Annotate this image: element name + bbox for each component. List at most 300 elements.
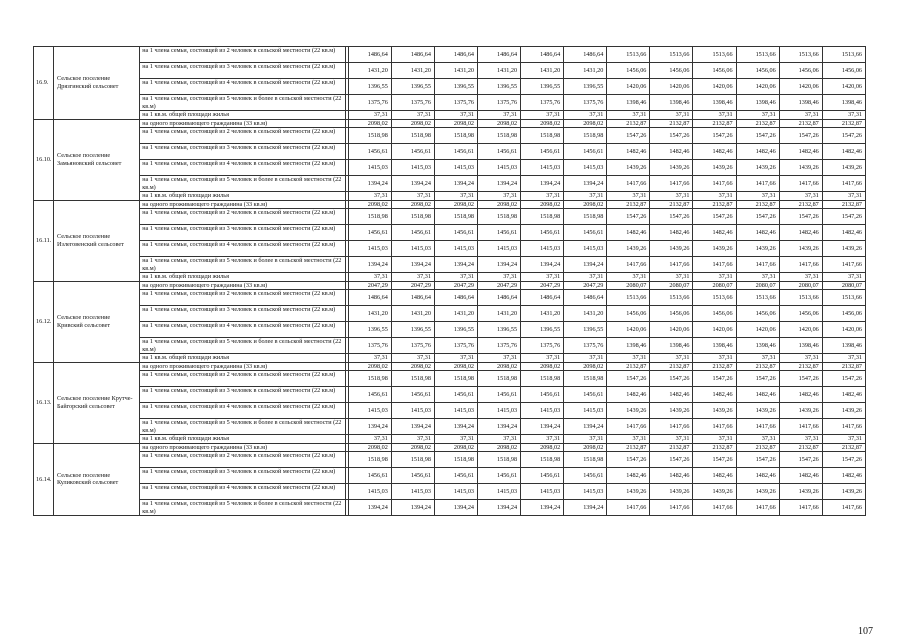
value-cell: 2132,87	[822, 362, 865, 371]
value-cell: 37,31	[478, 111, 521, 120]
value-cell: 37,31	[564, 354, 607, 363]
value-cell: 1547,26	[779, 128, 822, 144]
value-cell: 1482,46	[607, 387, 650, 403]
value-cell: 1439,26	[607, 241, 650, 257]
value-cell: 1518,98	[564, 209, 607, 225]
value-cell: 1518,98	[391, 128, 434, 144]
value-cell: 1547,26	[693, 209, 736, 225]
value-cell: 2132,87	[822, 119, 865, 128]
value-cell: 1420,06	[822, 79, 865, 95]
value-cell: 1482,46	[779, 225, 822, 241]
value-cell: 1417,66	[736, 419, 779, 435]
value-cell: 1439,26	[650, 160, 693, 176]
value-cell: 1417,66	[607, 419, 650, 435]
value-cell: 37,31	[391, 192, 434, 201]
value-cell: 1482,46	[650, 225, 693, 241]
table-row	[34, 128, 866, 144]
table-row	[34, 500, 866, 516]
value-cell: 1513,66	[736, 290, 779, 306]
value-cell: 1375,76	[348, 95, 391, 111]
value-cell: 1420,06	[736, 322, 779, 338]
value-cell: 1547,26	[693, 371, 736, 387]
value-cell: 2132,87	[736, 119, 779, 128]
value-cell: 1415,03	[478, 160, 521, 176]
value-cell: 2098,02	[564, 119, 607, 128]
value-cell: 1547,26	[607, 371, 650, 387]
value-cell: 1518,98	[564, 452, 607, 468]
value-cell: 2098,02	[521, 200, 564, 209]
norm-description: на 1 члена семьи, состоящей из 4 человек в сельской местности (22 кв.м)	[140, 484, 345, 500]
value-cell: 1431,20	[348, 306, 391, 322]
norm-description: на 1 кв.м. общей площади жилья	[140, 273, 345, 282]
value-cell: 1518,98	[564, 371, 607, 387]
value-cell: 2132,87	[693, 443, 736, 452]
norm-description: на 1 кв.м. общей площади жилья	[140, 192, 345, 201]
table-row	[34, 290, 866, 306]
value-cell: 1518,98	[478, 209, 521, 225]
value-cell: 1482,46	[822, 468, 865, 484]
value-cell: 1394,24	[564, 419, 607, 435]
value-cell: 1396,55	[478, 79, 521, 95]
value-cell: 1547,26	[650, 128, 693, 144]
value-cell: 1417,66	[736, 176, 779, 192]
value-cell: 1439,26	[607, 160, 650, 176]
value-cell: 37,31	[521, 435, 564, 444]
value-cell: 1394,24	[348, 257, 391, 273]
value-cell: 1415,03	[391, 484, 434, 500]
norm-description: на 1 члена семьи, состоящей из 4 человек в сельской местности (22 кв.м)	[140, 160, 345, 176]
value-cell: 1394,24	[434, 257, 477, 273]
value-cell: 2098,02	[478, 362, 521, 371]
value-cell: 1431,20	[391, 63, 434, 79]
value-cell: 1394,24	[478, 419, 521, 435]
table-row	[34, 403, 866, 419]
value-cell: 1394,24	[391, 419, 434, 435]
value-cell: 37,31	[822, 192, 865, 201]
value-cell: 2098,02	[391, 362, 434, 371]
value-cell: 2098,02	[391, 443, 434, 452]
value-cell: 1547,26	[822, 371, 865, 387]
value-cell: 1547,26	[822, 209, 865, 225]
norm-description: на 1 члена семьи, состоящей из 4 человек в сельской местности (22 кв.м)	[140, 403, 345, 419]
value-cell: 2080,07	[822, 281, 865, 290]
value-cell: 2132,87	[693, 200, 736, 209]
norm-description: на одного проживающего гражданина (33 кв.м)	[140, 443, 345, 452]
norm-description: на 1 члена семьи, состоящей из 3 человек в сельской местности (22 кв.м)	[140, 225, 345, 241]
value-cell: 1415,03	[348, 484, 391, 500]
value-cell: 1456,61	[564, 225, 607, 241]
table-row	[34, 419, 866, 435]
value-cell: 1375,76	[391, 95, 434, 111]
value-cell: 1482,46	[650, 144, 693, 160]
value-cell: 37,31	[607, 354, 650, 363]
value-cell: 1456,61	[434, 468, 477, 484]
value-cell: 1518,98	[434, 371, 477, 387]
value-cell: 1456,06	[822, 63, 865, 79]
table-row	[34, 338, 866, 354]
value-cell: 1398,46	[736, 95, 779, 111]
value-cell: 37,31	[779, 111, 822, 120]
value-cell: 37,31	[779, 273, 822, 282]
value-cell: 1482,46	[736, 387, 779, 403]
value-cell: 2132,87	[607, 362, 650, 371]
value-cell: 1456,06	[779, 306, 822, 322]
value-cell: 1417,66	[779, 257, 822, 273]
value-cell: 37,31	[391, 354, 434, 363]
value-cell: 1518,98	[391, 371, 434, 387]
value-cell: 1417,66	[607, 257, 650, 273]
value-cell: 1394,24	[391, 500, 434, 516]
value-cell: 1486,64	[478, 290, 521, 306]
value-cell: 1482,46	[779, 468, 822, 484]
value-cell: 1482,46	[736, 144, 779, 160]
value-cell: 1547,26	[693, 128, 736, 144]
value-cell: 1456,61	[521, 387, 564, 403]
value-cell: 1431,20	[348, 63, 391, 79]
value-cell: 37,31	[348, 192, 391, 201]
value-cell: 2047,29	[348, 281, 391, 290]
table-row	[34, 452, 866, 468]
value-cell: 2080,07	[736, 281, 779, 290]
value-cell: 1396,55	[348, 322, 391, 338]
value-cell: 1486,64	[391, 47, 434, 63]
value-cell: 37,31	[348, 354, 391, 363]
value-cell: 1375,76	[478, 338, 521, 354]
value-cell: 1456,61	[434, 144, 477, 160]
value-cell: 1518,98	[521, 209, 564, 225]
norm-description: на 1 члена семьи, состоящей из 2 человек в сельской местности (22 кв.м)	[140, 209, 345, 225]
value-cell: 1518,98	[434, 128, 477, 144]
value-cell: 37,31	[693, 435, 736, 444]
value-cell: 1396,55	[348, 79, 391, 95]
value-cell: 1415,03	[391, 241, 434, 257]
value-cell: 1547,26	[607, 209, 650, 225]
value-cell: 1482,46	[693, 225, 736, 241]
value-cell: 2098,02	[564, 200, 607, 209]
value-cell: 1513,66	[607, 47, 650, 63]
norm-description: на 1 кв.м. общей площади жилья	[140, 435, 345, 444]
value-cell: 1415,03	[521, 241, 564, 257]
value-cell: 1518,98	[521, 371, 564, 387]
norm-description: на 1 члена семьи, состоящей из 2 человек в сельской местности (22 кв.м)	[140, 290, 345, 306]
value-cell: 2098,02	[348, 119, 391, 128]
value-cell: 1415,03	[564, 403, 607, 419]
value-cell: 1547,26	[779, 371, 822, 387]
value-cell: 1398,46	[607, 95, 650, 111]
table-row	[34, 306, 866, 322]
value-cell: 1417,66	[650, 257, 693, 273]
value-cell: 2132,87	[779, 362, 822, 371]
value-cell: 1456,61	[521, 225, 564, 241]
value-cell: 1456,61	[348, 387, 391, 403]
value-cell: 2098,02	[478, 443, 521, 452]
table-row	[34, 257, 866, 273]
value-cell: 1482,46	[607, 144, 650, 160]
value-cell: 1375,76	[521, 95, 564, 111]
value-cell: 1420,06	[693, 79, 736, 95]
value-cell: 37,31	[391, 111, 434, 120]
value-cell: 37,31	[521, 273, 564, 282]
value-cell: 1547,26	[607, 128, 650, 144]
value-cell: 1417,66	[779, 419, 822, 435]
value-cell: 1456,06	[607, 306, 650, 322]
table-row	[34, 371, 866, 387]
value-cell: 1486,64	[434, 290, 477, 306]
value-cell: 1417,66	[693, 500, 736, 516]
value-cell: 1420,06	[607, 79, 650, 95]
value-cell: 1431,20	[564, 306, 607, 322]
value-cell: 37,31	[779, 435, 822, 444]
value-cell: 1456,61	[348, 468, 391, 484]
value-cell: 1417,66	[736, 500, 779, 516]
settlement-name: Сельское поселение Излеговенский сельсовет	[54, 200, 140, 281]
value-cell: 2132,87	[822, 443, 865, 452]
value-cell: 1417,66	[779, 500, 822, 516]
value-cell: 1375,76	[564, 338, 607, 354]
value-cell: 2098,02	[564, 362, 607, 371]
value-cell: 1417,66	[822, 500, 865, 516]
value-cell: 1396,55	[478, 322, 521, 338]
value-cell: 2080,07	[779, 281, 822, 290]
value-cell: 1394,24	[564, 500, 607, 516]
value-cell: 37,31	[736, 435, 779, 444]
value-cell: 1513,66	[693, 290, 736, 306]
value-cell: 1513,66	[693, 47, 736, 63]
value-cell: 2080,07	[693, 281, 736, 290]
value-cell: 2080,07	[607, 281, 650, 290]
norm-description: на 1 члена семьи, состоящей из 4 человек в сельской местности (22 кв.м)	[140, 79, 345, 95]
value-cell: 1431,20	[434, 63, 477, 79]
value-cell: 1486,64	[564, 290, 607, 306]
value-cell: 1398,46	[693, 95, 736, 111]
table-row	[34, 176, 866, 192]
value-cell: 2132,87	[607, 200, 650, 209]
table-row	[34, 79, 866, 95]
value-cell: 1398,46	[736, 338, 779, 354]
value-cell: 1486,64	[434, 47, 477, 63]
value-cell: 1513,66	[779, 290, 822, 306]
value-cell: 1456,61	[348, 144, 391, 160]
value-cell: 1394,24	[478, 500, 521, 516]
value-cell: 37,31	[391, 273, 434, 282]
value-cell: 1396,55	[434, 79, 477, 95]
value-cell: 37,31	[564, 273, 607, 282]
value-cell: 37,31	[779, 192, 822, 201]
value-cell: 1420,06	[822, 322, 865, 338]
table-row	[34, 160, 866, 176]
value-cell: 1415,03	[478, 484, 521, 500]
table-row	[34, 144, 866, 160]
value-cell: 1439,26	[693, 160, 736, 176]
value-cell: 2098,02	[348, 443, 391, 452]
value-cell: 1486,64	[521, 47, 564, 63]
row-number: 16.12.	[34, 281, 54, 362]
value-cell: 1415,03	[434, 241, 477, 257]
value-cell: 1415,03	[521, 484, 564, 500]
value-cell: 37,31	[693, 273, 736, 282]
value-cell: 2098,02	[434, 362, 477, 371]
value-cell: 1518,98	[521, 452, 564, 468]
norm-description: на 1 члена семьи, состоящей из 3 человек в сельской местности (22 кв.м)	[140, 306, 345, 322]
value-cell: 1431,20	[391, 306, 434, 322]
page-number: 107	[858, 626, 873, 637]
value-cell: 1518,98	[434, 209, 477, 225]
value-cell: 37,31	[822, 354, 865, 363]
table-row	[34, 387, 866, 403]
value-cell: 37,31	[348, 111, 391, 120]
value-cell: 1375,76	[434, 338, 477, 354]
value-cell: 1398,46	[822, 95, 865, 111]
value-cell: 1456,61	[391, 387, 434, 403]
settlement-name: Сельское поселение Куликовский сельсовет	[54, 443, 140, 516]
value-cell: 1375,76	[434, 95, 477, 111]
value-cell: 1486,64	[564, 47, 607, 63]
value-cell: 37,31	[434, 111, 477, 120]
value-cell: 2132,87	[736, 443, 779, 452]
value-cell: 1518,98	[521, 128, 564, 144]
value-cell: 1439,26	[779, 160, 822, 176]
value-cell: 1456,61	[521, 468, 564, 484]
value-cell: 1420,06	[736, 79, 779, 95]
value-cell: 1439,26	[693, 241, 736, 257]
value-cell: 1417,66	[822, 257, 865, 273]
value-cell: 1375,76	[478, 95, 521, 111]
value-cell: 1482,46	[779, 387, 822, 403]
value-cell: 2132,87	[736, 200, 779, 209]
value-cell: 1518,98	[348, 371, 391, 387]
value-cell: 1513,66	[822, 290, 865, 306]
value-cell: 1398,46	[693, 338, 736, 354]
value-cell: 1394,24	[478, 176, 521, 192]
value-cell: 1439,26	[650, 241, 693, 257]
value-cell: 1375,76	[521, 338, 564, 354]
value-cell: 1439,26	[822, 403, 865, 419]
norm-description: на одного проживающего гражданина (33 кв.м)	[140, 281, 345, 290]
value-cell: 1547,26	[779, 452, 822, 468]
value-cell: 1456,61	[434, 225, 477, 241]
value-cell: 1396,55	[521, 322, 564, 338]
value-cell: 1394,24	[521, 500, 564, 516]
value-cell: 37,31	[434, 354, 477, 363]
value-cell: 1456,06	[650, 63, 693, 79]
row-number: 16.10.	[34, 119, 54, 200]
table-row	[34, 443, 866, 452]
value-cell: 1482,46	[693, 468, 736, 484]
value-cell: 1417,66	[650, 419, 693, 435]
value-cell: 1439,26	[736, 403, 779, 419]
value-cell: 1417,66	[607, 176, 650, 192]
value-cell: 2132,87	[607, 443, 650, 452]
value-cell: 1482,46	[607, 225, 650, 241]
value-cell: 1518,98	[348, 452, 391, 468]
value-cell: 1394,24	[434, 500, 477, 516]
value-cell: 1456,61	[564, 387, 607, 403]
value-cell: 1513,66	[822, 47, 865, 63]
settlement-name: Сельское поселение Крутче-Байгорский сельсовет	[54, 362, 140, 443]
value-cell: 1420,06	[779, 79, 822, 95]
value-cell: 1456,61	[564, 144, 607, 160]
table-row	[34, 484, 866, 500]
value-cell: 1456,06	[736, 306, 779, 322]
value-cell: 2098,02	[434, 200, 477, 209]
value-cell: 1547,26	[736, 452, 779, 468]
value-cell: 2132,87	[650, 200, 693, 209]
table-row	[34, 322, 866, 338]
value-cell: 37,31	[478, 192, 521, 201]
value-cell: 2132,87	[779, 119, 822, 128]
value-cell: 1547,26	[607, 452, 650, 468]
table-row	[34, 435, 866, 444]
value-cell: 1417,66	[736, 257, 779, 273]
value-cell: 1518,98	[564, 128, 607, 144]
value-cell: 1439,26	[650, 484, 693, 500]
value-cell: 1456,61	[434, 387, 477, 403]
value-cell: 2098,02	[521, 362, 564, 371]
table-row	[34, 63, 866, 79]
value-cell: 1417,66	[822, 419, 865, 435]
value-cell: 1396,55	[434, 322, 477, 338]
value-cell: 1415,03	[434, 403, 477, 419]
table-row	[34, 95, 866, 111]
value-cell: 37,31	[607, 435, 650, 444]
settlement-name: Сельское поселение Замьяновский сельсовет	[54, 119, 140, 200]
value-cell: 37,31	[693, 111, 736, 120]
value-cell: 1439,26	[822, 160, 865, 176]
value-cell: 37,31	[478, 354, 521, 363]
value-cell: 1439,26	[736, 160, 779, 176]
value-cell: 1439,26	[779, 403, 822, 419]
value-cell: 1547,26	[779, 209, 822, 225]
value-cell: 1439,26	[822, 241, 865, 257]
value-cell: 37,31	[779, 354, 822, 363]
value-cell: 1482,46	[693, 144, 736, 160]
value-cell: 1394,24	[521, 257, 564, 273]
value-cell: 1456,06	[779, 63, 822, 79]
value-cell: 2132,87	[822, 200, 865, 209]
value-cell: 37,31	[434, 273, 477, 282]
value-cell: 2132,87	[693, 362, 736, 371]
value-cell: 2098,02	[564, 443, 607, 452]
norm-description: на одного проживающего гражданина (33 кв.м)	[140, 362, 345, 371]
value-cell: 1547,26	[822, 128, 865, 144]
value-cell: 37,31	[434, 435, 477, 444]
value-cell: 1439,26	[736, 241, 779, 257]
value-cell: 2098,02	[348, 200, 391, 209]
value-cell: 1394,24	[521, 419, 564, 435]
value-cell: 2047,29	[521, 281, 564, 290]
value-cell: 2098,02	[521, 119, 564, 128]
value-cell: 1547,26	[736, 371, 779, 387]
value-cell: 1415,03	[478, 241, 521, 257]
value-cell: 1415,03	[391, 160, 434, 176]
value-cell: 2047,29	[434, 281, 477, 290]
value-cell: 2098,02	[521, 443, 564, 452]
value-cell: 1547,26	[736, 209, 779, 225]
norm-description: на 1 члена семьи, состоящей из 4 человек в сельской местности (22 кв.м)	[140, 322, 345, 338]
value-cell: 37,31	[607, 273, 650, 282]
value-cell: 1398,46	[607, 338, 650, 354]
value-cell: 2098,02	[434, 443, 477, 452]
value-cell: 1456,06	[693, 63, 736, 79]
norm-description: на 1 члена семьи, состоящей из 5 человек и более в сельской местности (22 кв.м)	[140, 419, 345, 435]
value-cell: 1417,66	[693, 176, 736, 192]
table-row	[34, 192, 866, 201]
value-cell: 1456,06	[607, 63, 650, 79]
table-row	[34, 362, 866, 371]
value-cell: 37,31	[650, 435, 693, 444]
value-cell: 1398,46	[779, 95, 822, 111]
value-cell: 1396,55	[521, 79, 564, 95]
